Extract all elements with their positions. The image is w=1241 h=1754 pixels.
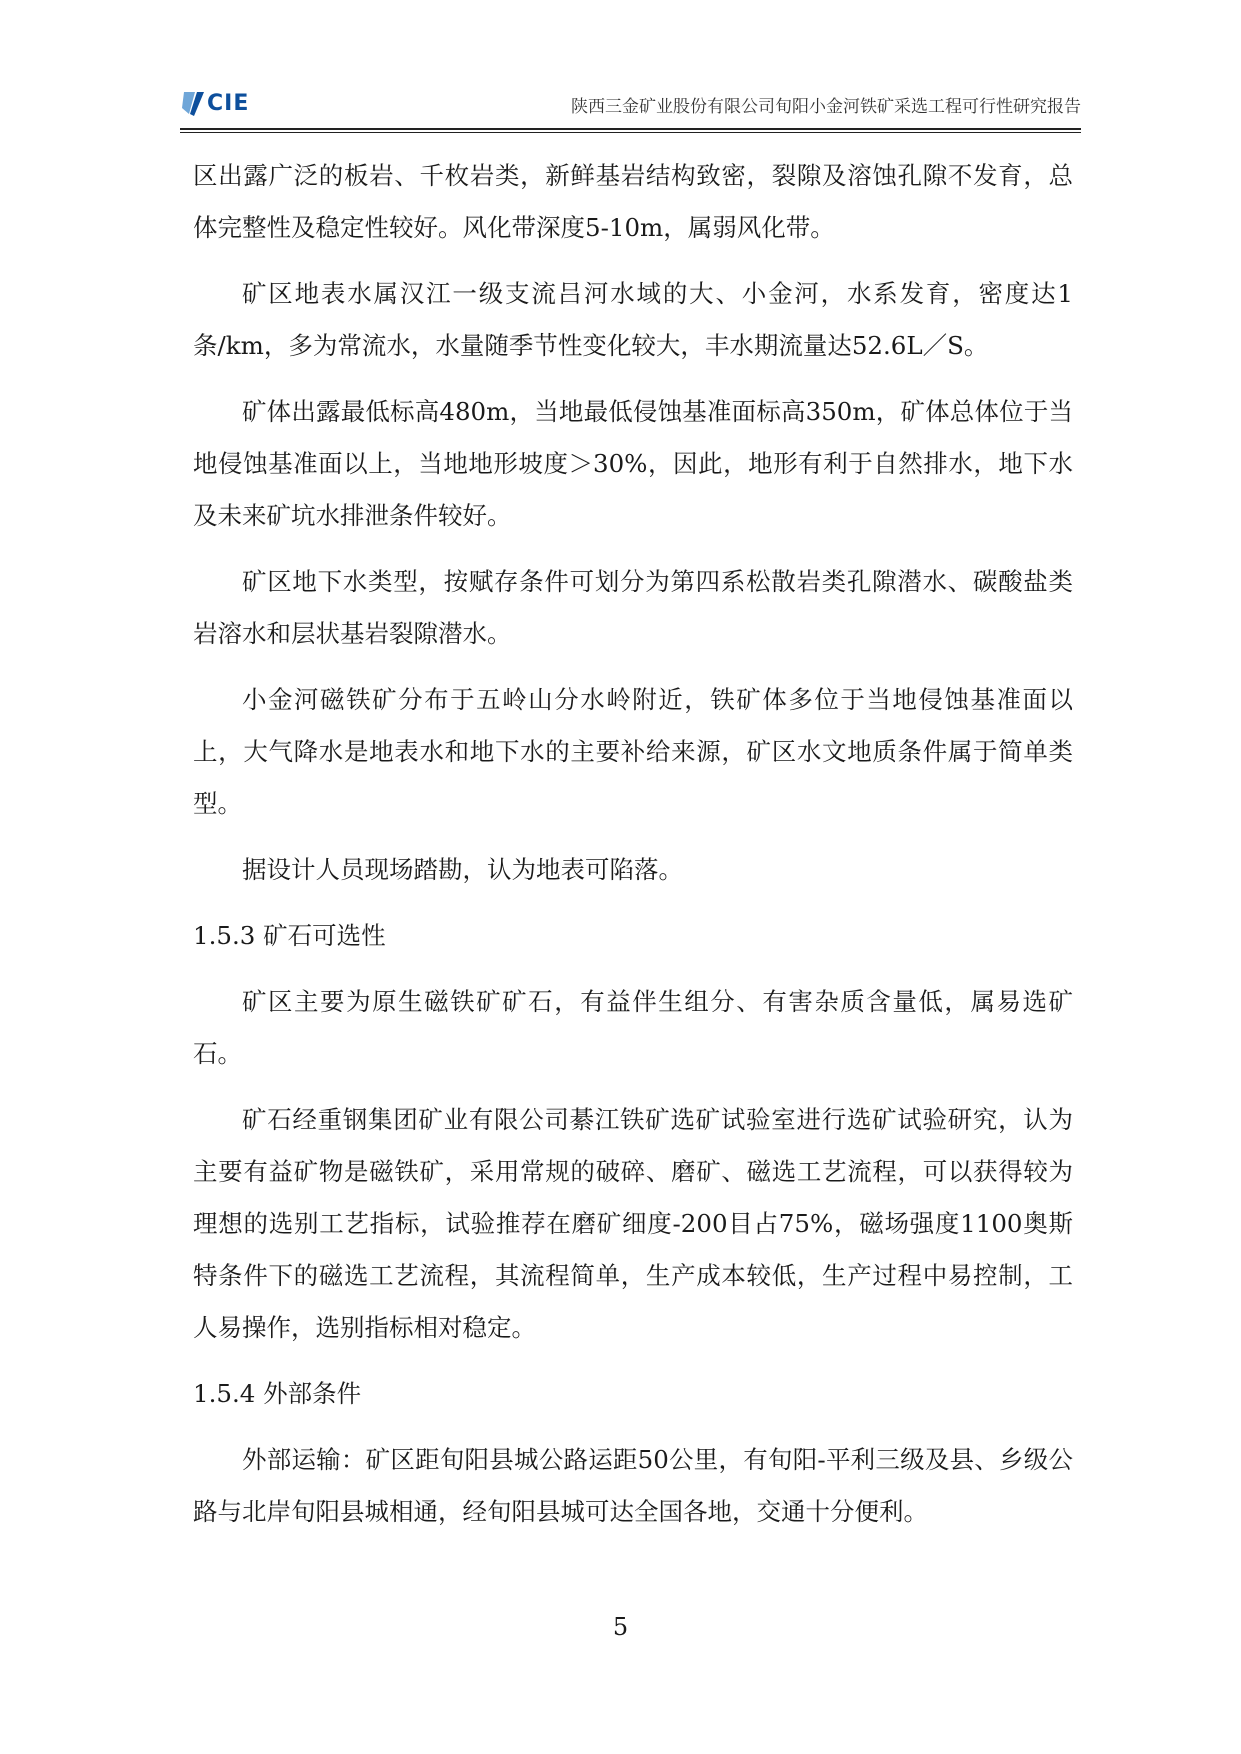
cie-logo bbox=[180, 88, 270, 122]
report-title: 陕西三金矿业股份有限公司旬阳小金河铁矿采选工程可行性研究报告 bbox=[571, 97, 1081, 117]
paragraph-transport: 外部运输：矿区距旬阳县城公路运距50公里，有旬阳-平利三级及县、乡级公路与北岸旬阳县城相通，经旬阳县城可达全国各地，交通十分便利。 bbox=[193, 1445, 1073, 1526]
page-number: 5 bbox=[612, 1613, 629, 1641]
document-body bbox=[193, 150, 1073, 1552]
cie-logo-icon bbox=[180, 88, 210, 118]
header-rule-thin bbox=[180, 132, 1081, 133]
page-header bbox=[180, 82, 1081, 132]
paragraph-ore-type: 矿区主要为原生磁铁矿矿石，有益伴生组分、有害杂质含量低，属易选矿石。 bbox=[193, 987, 1073, 1068]
paragraph-hydrogeology: 小金河磁铁矿分布于五岭山分水岭附近，铁矿体多位于当地侵蚀基准面以上，大气降水是地表水和地下水的主要补给来源，矿区水文地质条件属于简单类型。 bbox=[193, 685, 1073, 818]
paragraph-erosion-base: 矿体出露最低标高480m，当地最低侵蚀基准面标高350m，矿体总体位于当地侵蚀基准面以上，当地地形坡度＞30%，因此，地形有利于自然排水，地下水及未来矿坑水排泄条件较好。 bbox=[193, 397, 1073, 530]
paragraph-beneficiation-test: 矿石经重钢集团矿业有限公司綦江铁矿选矿试验室进行选矿试验研究，认为主要有益矿物是磁铁矿，采用常规的破碎、磨矿、磁选工艺流程，可以获得较为理想的选别工艺指标，试验推荐在磨矿细度-200目占75%，磁场强度1100奥斯特条件下的磁选工艺流程，其流程简单，生产成本较低，生产过程中易控制，工人易操作，选别指标相对稳定。 bbox=[193, 1105, 1073, 1342]
paragraph-survey: 据设计人员现场踏勘，认为地表可陷落。 bbox=[242, 855, 683, 884]
paragraph-groundwater-type: 矿区地下水类型，按赋存条件可划分为第四系松散岩类孔隙潜水、碳酸盐类岩溶水和层状基岩裂隙潜水。 bbox=[193, 567, 1073, 648]
paragraph-continuation: 区出露广泛的板岩、千枚岩类，新鲜基岩结构致密，裂隙及溶蚀孔隙不发育，总体完整性及稳定性较好。风化带深度5-10m，属弱风化带。 bbox=[193, 161, 1073, 242]
section-heading-ore-processability: 1.5.3 矿石可选性 bbox=[193, 921, 386, 950]
logo-text: CIE bbox=[207, 91, 250, 116]
paragraph-surface-water: 矿区地表水属汉江一级支流吕河水域的大、小金河，水系发育，密度达1条/km，多为常流水，水量随季节性变化较大，丰水期流量达52.6L／S。 bbox=[193, 279, 1073, 360]
section-heading-external-conditions: 1.5.4 外部条件 bbox=[193, 1379, 362, 1408]
header-rule-thick bbox=[180, 128, 1081, 130]
